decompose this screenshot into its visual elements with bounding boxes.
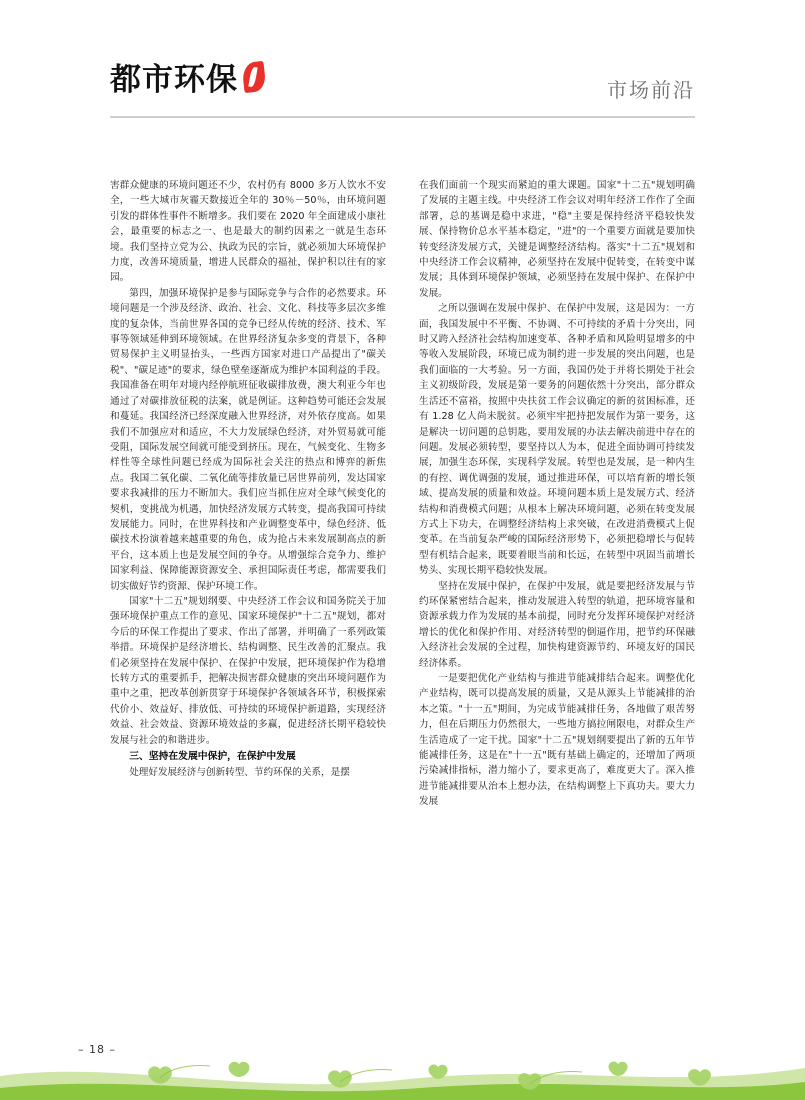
- page-header: [0, 58, 805, 120]
- page-number: – 18 –: [78, 1043, 116, 1056]
- paragraph: 害群众健康的环境问题还不少，农村仍有 8000 多万人饮水不安全，一些大城市灰霾天数接近全年的 30％－50％，由环境问题引发的群体性事件不断增多。我们要在 2020 年全面建成小康社会，最重要的标志之一、也是最大的制约因素之一就是生态环境。我们坚持立党为公、执政为民的宗旨，就必须加大环境保护力度，改善环境质量，增进人民群众的福祉，保护积以往有的家园。: [110, 180, 386, 284]
- article-body: [110, 178, 695, 968]
- paragraph: 处理好发展经济与创新转型、节约环保的关系，是摆: [129, 767, 350, 779]
- paragraph: 国家"十二五"规划纲要、中央经济工作会议和国务院关于加强环境保护重点工作的意见、国家环境保护"十二五"规划，都对今后的环保工作提出了要求、作出了部署，并明确了一系列政策举措。环境保护是经济增长、结构调整、民生改善的汇聚点。我们必须坚持在发展中保护、在保护中发展，把环境保护作为稳增长转方式的重要抓手，把解决损害群众健康的突出环境问题作为重中之重，把改革创新贯穿于环境保护各领域各环节，积极探索代价小、效益好、排放低、可持续的环境保护新道路，实现经济效益、社会效益、资源环境效益的多赢，促进经济长期平稳较快发展与社会的和谐进步。: [110, 595, 386, 746]
- paragraph: 第四，加强环境保护是参与国际竞争与合作的必然要求。环境问题是一个涉及经济、政治、社会、文化、科技等多层次多维度的复杂体，当前世界各国的竞争已经从传统的经济、技术、军事等领域延伸到环境领域。在世界经济复杂多变的背景下，各种贸易保护主义明显抬头，一些西方国家对进口产品提出了"碳关税"、"碳足迹"的要求，绿色壁垒逐渐成为维护本国利益的手段。我国准备在明年对境内经停航班征收碳排放费，澳大利亚今年也通过了对碳排放征税的法案，就是例证。这种趋势可能还会发展和蔓延。我国经济已经深度融入世界经济，对外依存度高。如果我们不加强应对和适应，不大力发展绿色经济，对外贸易就可能受阻，国际发展空间就可能受到挤压。现在，气候变化、生物多样性等全球性问题已经成为国际社会关注的热点和博弈的新焦点。我国二氧化碳、二氧化硫等排放量已居世界前列，发达国家要求我减排的压力不断加大。我们应当抓住应对全球气候变化的契机，变挑战为机遇，加快经济发展方式转变，提高我国可持续发展能力。同时，在世界科技和产业调整变革中，绿色经济、低碳技术扮演着越来越重要的角色，成为抢占未来发展制高点的新平台，这本质上也是发展空间的争夺。从增强综合竞争力、维护国家利益、保障能源资源安全、承担国际责任考虑，都需要我们切实做好节约资源、保护环境工作。: [110, 287, 386, 592]
- section-label: 市场前沿: [607, 78, 695, 102]
- red-leaf-icon: [241, 62, 267, 96]
- paragraph: 之所以强调在发展中保护、在保护中发展，这是因为：一方面，我国发展中不平衡、不协调、不可持续的矛盾十分突出，同时又跨入经济社会结构加速变革、各种矛盾和风险明显增多的中等收入发展阶段，环境已成为制约进一步发展的突出问题，也是我们面临的一大考验。另一方面，我国仍处于并将长期处于社会主义初级阶段，发展是第一要务的问题依然十分突出，部分群众生活还不富裕，按照中央扶贫工作会议确定的新的贫困标准，还有 1.28 亿人尚未脱贫。必须牢牢把持把发展作为第一要务，这是解决一切问题的总钥匙，要用发展的办法去解决前进中存在的问题。发展必须转型，要坚持以人为本，促进全面协调可持续发展，加强生态环保，实现科学发展。转型也是发展，是一种内生的有控、调优调强的发展，通过推进环保，可以培育新的增长领域、提高发展的质量和效益。环境问题本质上是发展方式、经济结构和消费模式问题；从根本上解决环境问题，必须在转变发展方式上下功夫，在调整经济结构上求突破，在改进消费模式上促变革。在当前复杂严峻的国际经济形势下，必须把稳增长与促转型有机结合起来，既要着眼当前和长远，在转型中巩固当前增长势头、实现长期平稳较快发展。: [419, 303, 695, 577]
- decorative-footer-graphic: [0, 1038, 805, 1100]
- column-left: [110, 178, 386, 968]
- column-right: [419, 178, 695, 968]
- magazine-logo: [110, 62, 267, 96]
- section-heading: 三、坚持在发展中保护，在保护中发展: [129, 751, 296, 763]
- paragraph: 坚持在发展中保护，在保护中发展，就是要把经济发展与节约环保紧密结合起来，推动发展进入转型的轨道，把环境容量和资源承载力作为发展的基本前提，同时充分发挥环境保护对经济增长的优化和保护作用、对经济转型的倒逼作用，把节约环保融入经济社会发展的全过程，加快构建资源节约、环境友好的国民经济体系。: [419, 580, 695, 669]
- header-divider: [110, 116, 695, 118]
- paragraph: 在我们面前一个现实而紧迫的重大课题。国家"十二五"规划明确了发展的主题主线。中央经济工作会议对明年经济工作作了全面部署，总的基调是稳中求进，"稳"主要是保持经济平稳较快发展、保持物价总水平基本稳定，"进"的一个重要方面就是要加快转变经济发展方式，关键是调整经济结构。落实"十二五"规划和中央经济工作会议精神，必须坚持在发展中促转变，在转变中谋发展；具体到环境保护领域，必须坚持在发展中保护、在保护中发展。: [419, 180, 695, 299]
- logo-text: 都市环保: [110, 62, 238, 98]
- paragraph: 一是要把优化产业结构与推进节能减排结合起来。调整优化产业结构，既可以提高发展的质量，又是从源头上节能减排的治本之策。"十一五"期间，为完成节能减排任务，各地做了艰苦努力，但在后期压力仍然很大，一些地方搞拉闸限电，对群众生产生活造成了一定干扰。国家"十二五"规划纲要提出了新的五年节能减排任务，这是在"十一五"既有基础上确定的，还增加了两项污染减排指标，潜力缩小了，要求更高了，难度更大了。深入推进节能减排要从治本上想办法，在结构调整上下真功夫。要大力发展: [419, 673, 695, 808]
